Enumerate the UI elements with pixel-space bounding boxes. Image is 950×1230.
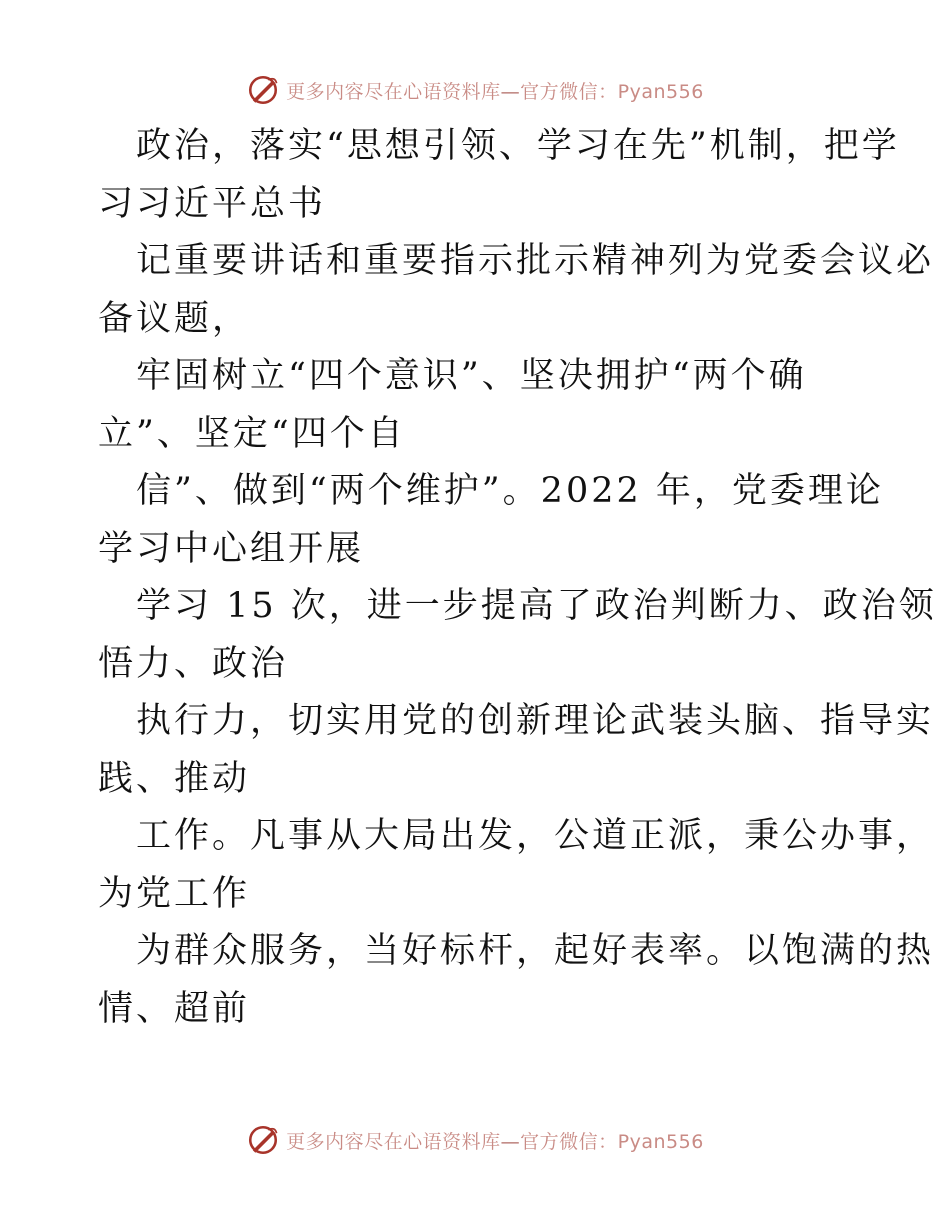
text-line: 政治，落实“思想引领、学习在先”机制，把学 (136, 126, 900, 166)
watermark-separator: — (500, 1130, 521, 1153)
text-line: 牢固树立“四个意识”、坚决拥护“两个确 (136, 356, 807, 396)
footer-watermark (0, 1120, 950, 1160)
text-line: 学习中心组开展 (98, 528, 365, 569)
pen-logo-icon (246, 73, 280, 107)
text-line: 为群众服务，当好标杆，起好表率。以饱满的热 (136, 931, 935, 971)
pen-logo-icon (246, 1123, 280, 1157)
text-line: 为党工作 (98, 873, 251, 914)
watermark-main-text: 更多内容尽在心语资料库 (286, 80, 501, 103)
document-body (98, 118, 937, 1038)
watermark-wechat-text: 官方微信：Pyan556 (520, 80, 704, 103)
text-line: 学习 15 次，进一步提高了政治判断力、政治领 (136, 586, 937, 626)
text-line: 记重要讲话和重要指示批示精神列为党委会议必 (136, 241, 935, 281)
text-line: 备议题， (98, 298, 251, 339)
text-line: 悟力、政治 (98, 643, 289, 684)
text-line: 践、推动 (98, 758, 251, 799)
text-line: 工作。凡事从大局出发，公道正派，秉公办事， (136, 816, 935, 856)
watermark-separator: — (500, 80, 521, 103)
text-line: 习习近平总书 (98, 183, 327, 224)
text-line: 信”、做到“两个维护”。2022 年，党委理论 (136, 471, 884, 511)
header-watermark (0, 70, 950, 110)
text-line: 情、超前 (98, 988, 251, 1029)
watermark-main-text: 更多内容尽在心语资料库 (286, 1130, 501, 1153)
text-line: 立”、坚定“四个自 (98, 413, 406, 454)
watermark-wechat-text: 官方微信：Pyan556 (520, 1130, 704, 1153)
text-line: 执行力，切实用党的创新理论武装头脑、指导实 (136, 701, 935, 741)
